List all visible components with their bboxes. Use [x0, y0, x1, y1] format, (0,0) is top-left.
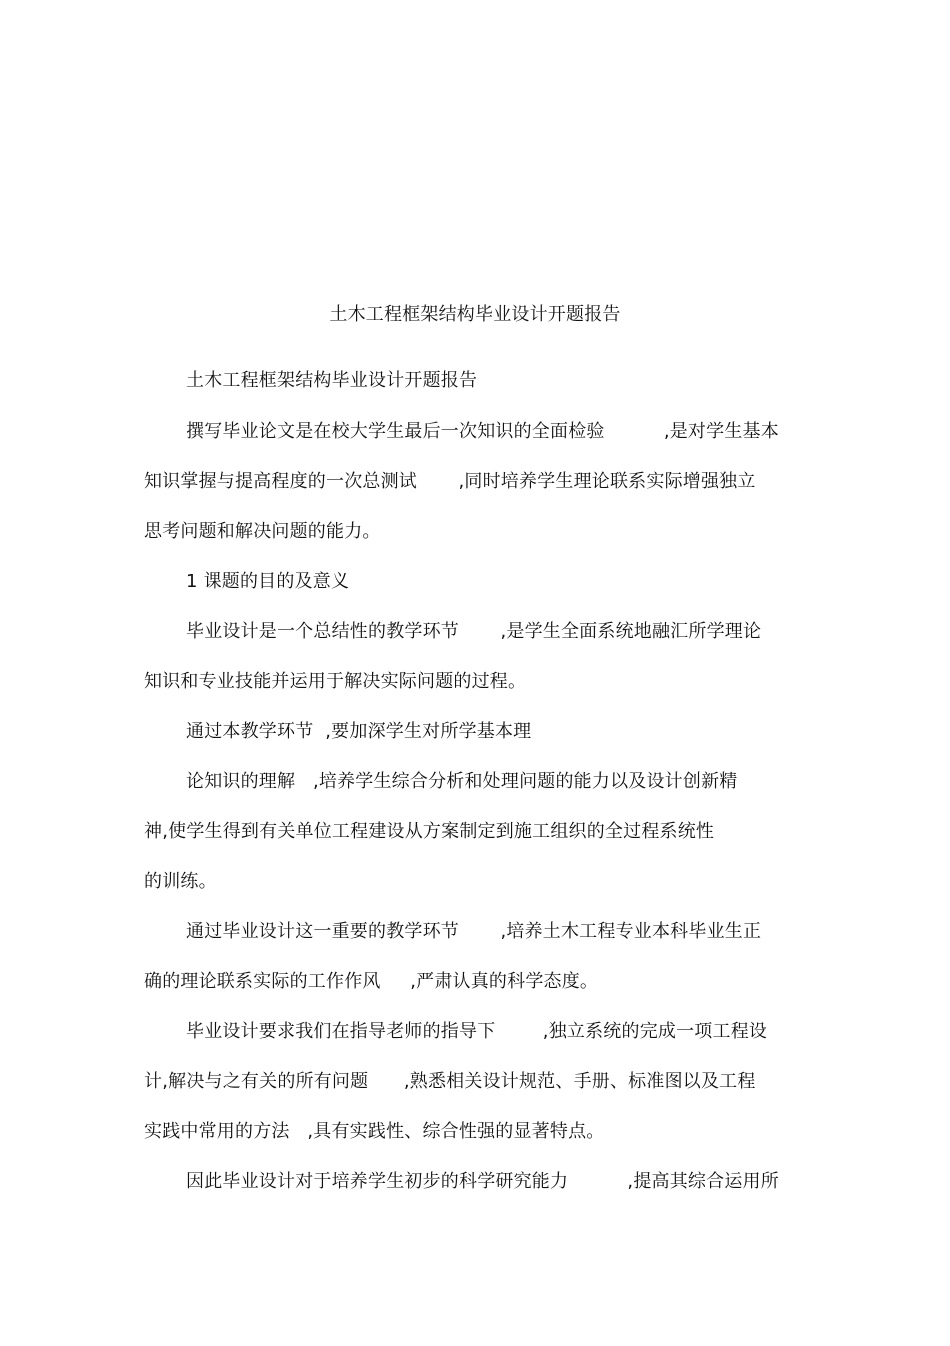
paragraph-line: 的训练。 — [144, 871, 217, 892]
subtitle-line: 土木工程框架结构毕业设计开题报告 — [186, 370, 478, 391]
paragraph-line: 计,解决与之有关的所有问题 ,熟悉相关设计规范、手册、标准图以及工程 — [144, 1071, 756, 1092]
paragraph-line: 毕业设计要求我们在指导老师的指导下 ,独立系统的完成一项工程设 — [186, 1021, 768, 1042]
paragraph-line: 神,使学生得到有关单位工程建设从方案制定到施工组织的全过程系统性 — [144, 821, 715, 842]
paragraph-line: 思考问题和解决问题的能力。 — [144, 521, 381, 542]
paragraph-line: 通过毕业设计这一重要的教学环节 ,培养土木工程专业本科毕业生正 — [186, 921, 762, 942]
paragraph-line: 撰写毕业论文是在校大学生最后一次知识的全面检验 ,是对学生基本 — [186, 421, 779, 442]
paragraph-line: 毕业设计是一个总结性的教学环节 ,是学生全面系统地融汇所学理论 — [186, 621, 762, 642]
paragraph-line: 知识掌握与提高程度的一次总测试 ,同时培养学生理论联系实际增强独立 — [144, 471, 756, 492]
paragraph-line: 实践中常用的方法 ,具有实践性、综合性强的显著特点。 — [144, 1121, 605, 1142]
paragraph-line: 通过本教学环节 ,要加深学生对所学基本理 — [186, 721, 532, 742]
paragraph-line: 知识和专业技能并运用于解决实际问题的过程。 — [144, 671, 527, 692]
paragraph-line: 论知识的理解 ,培养学生综合分析和处理问题的能力以及设计创新精 — [186, 771, 738, 792]
paragraph-line: 因此毕业设计对于培养学生初步的科学研究能力 ,提高其综合运用所 — [186, 1171, 779, 1192]
paragraph-line: 确的理论联系实际的工作作风 ,严肃认真的科学态度。 — [144, 971, 599, 992]
document-title: 土木工程框架结构毕业设计开题报告 — [329, 304, 621, 325]
section-heading: 1 课题的目的及意义 — [186, 571, 350, 592]
